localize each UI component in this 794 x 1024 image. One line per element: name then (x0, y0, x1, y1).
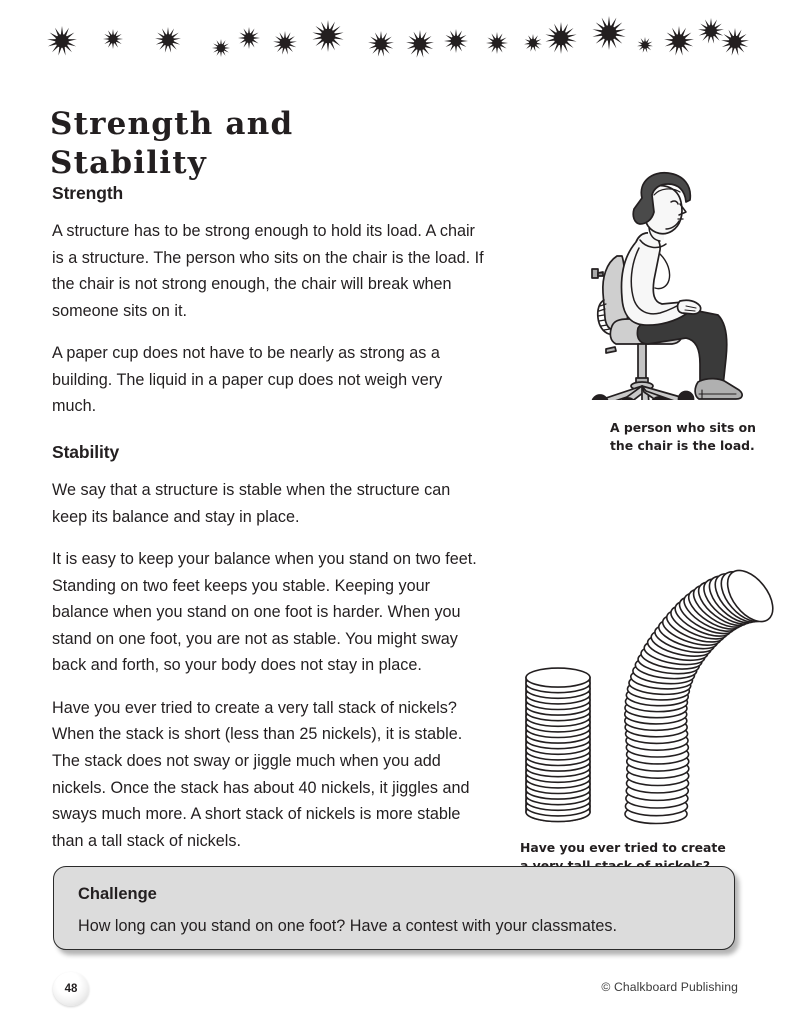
starburst-core-icon (244, 33, 254, 43)
starburst-core-icon (451, 36, 462, 47)
nickel-coin (526, 668, 590, 687)
paragraph-stability-1: We say that a structure is stable when the structure can keep its balance and stay in place. (52, 480, 451, 526)
page-number-badge: 48 (53, 972, 89, 1006)
starburst-core-icon (729, 36, 742, 49)
starburst-core-icon (705, 25, 717, 37)
challenge-box (53, 866, 735, 950)
star-border-decoration (0, 0, 794, 72)
paragraph-strength-1: A structure has to be strong enough to hold its load. A chair is a structure. The person who sits on the chair is the load. If the chair is not strong enough, the chair will break when someone sits on it. (52, 222, 484, 320)
challenge-text: How long can you stand on one foot? Have a contest with your classmates. (78, 917, 617, 935)
starburst-core-icon (554, 31, 568, 45)
section-heading-strength: Strength (52, 183, 124, 203)
paragraph-strength-2: A paper cup does not have to be nearly as strong as a building. The liquid in a paper cup does not weigh very much. (52, 344, 443, 416)
figure-nickel-stacks (508, 564, 794, 874)
starburst-core-icon (162, 34, 174, 46)
starburst-core-icon (529, 39, 537, 47)
starburst-core-icon (55, 34, 69, 48)
starburst-core-icon (321, 29, 335, 43)
page-title-line-1: Strength and (50, 105, 294, 142)
figure-chair-caption (576, 405, 794, 454)
starburst-core-icon (280, 38, 291, 49)
page-title (50, 105, 470, 184)
article-text-column (52, 183, 484, 854)
two-stacks-of-nickels-icon (508, 564, 794, 826)
person-sitting-on-office-chair-icon (576, 168, 794, 400)
starburst-core-icon (375, 38, 387, 50)
starburst-core-icon (641, 41, 648, 48)
starburst-core-icon (109, 35, 118, 44)
figure-chair-caption-line-1: A person who sits on (610, 420, 756, 435)
paragraph-stability-2: It is easy to keep your balance when you stand on two feet. Standing on two feet keeps you stable. Keeping your balance when you stand on one foot is harder. When you stand on one foot, you are not as stable. You might sway back and forth, so your body does not stay in place. (52, 550, 477, 675)
figure-person-on-chair (576, 168, 794, 454)
section-heading-stability: Stability (52, 441, 120, 462)
figure-nickels-caption-line-1: Have you ever tried to create (520, 840, 726, 855)
paragraph-stability-3: Have you ever tried to create a very tall stack of nickels? When the stack is short (less than 25 nickels), it is stable. The stack does not sway or jiggle much when you add nickels. Once the stack has about 40 nickels, it jiggles and sways much more. A short stack of nickels is more stable than a tall stack of nickels. (52, 698, 470, 850)
tall-leaning-stack-of-nickels (625, 564, 782, 824)
starburst-core-icon (601, 25, 616, 40)
short-stack-of-nickels (526, 668, 590, 821)
page-title-line-2: Stability (50, 145, 207, 182)
starburst-core-icon (492, 38, 502, 48)
figure-chair-caption-line-2: the chair is the load. (610, 437, 755, 453)
challenge-title: Challenge (78, 885, 157, 903)
starburst-core-icon (672, 34, 686, 48)
starburst-core-icon (217, 44, 225, 52)
starburst-core-icon (414, 38, 427, 51)
copyright-notice: © Chalkboard Publishing (601, 980, 738, 994)
